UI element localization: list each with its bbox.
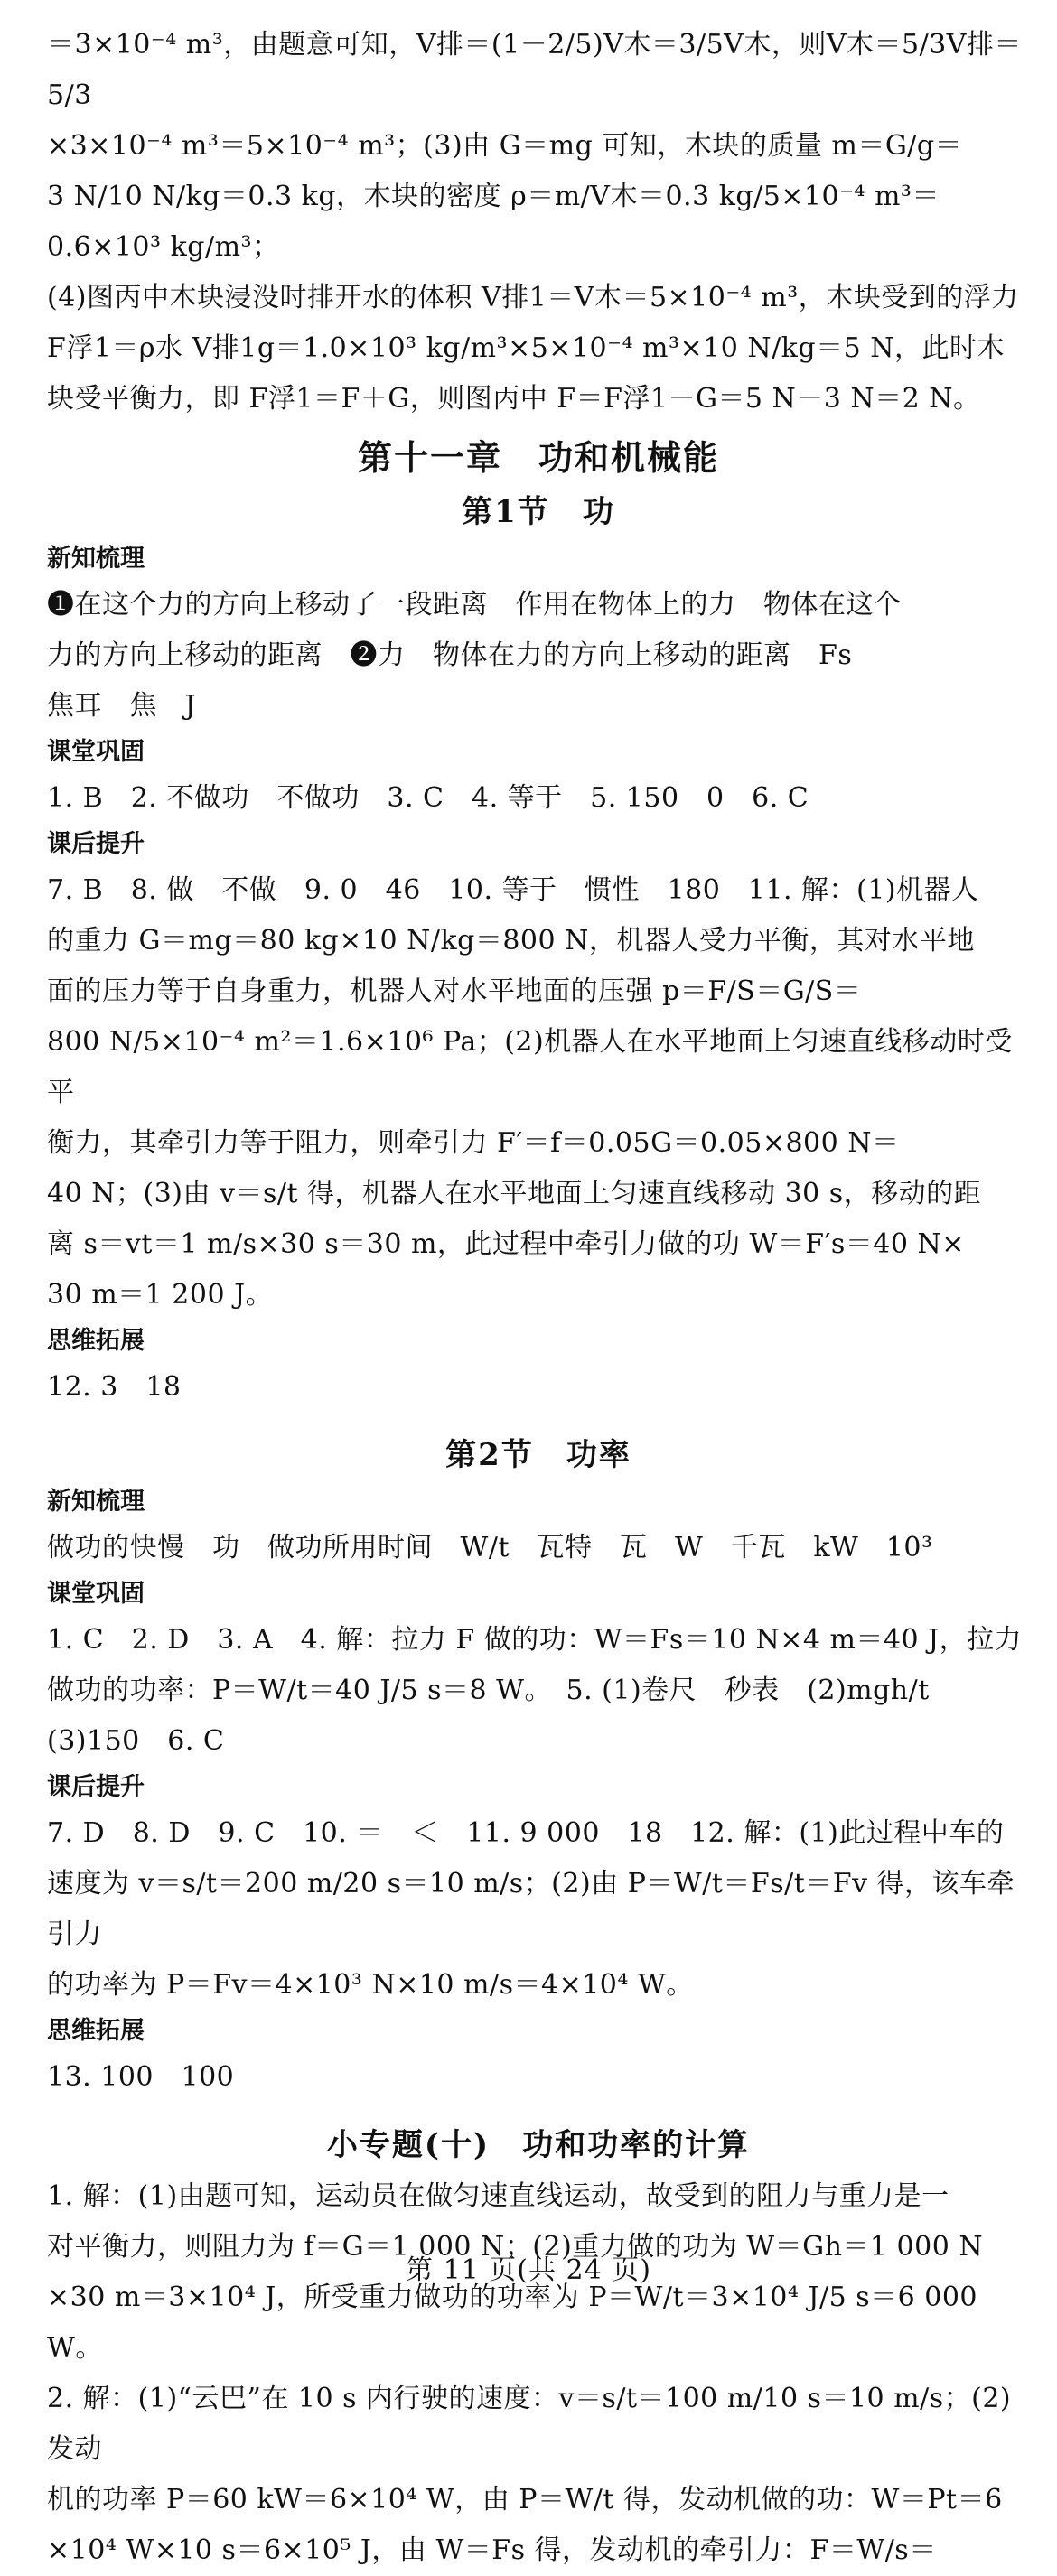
text-line: 40 N；(3)由 v＝s/t 得，机器人在水平地面上匀速直线移动 30 s，移动的距: [47, 1178, 982, 1209]
mini-topic-10: [47, 2119, 1030, 2576]
text-line: ❶在这个力的方向上移动了一段距离 作用在物体上的力 物体在这个: [47, 589, 902, 621]
page-footer: 第 11 页(共 24 页): [406, 2254, 651, 2286]
text-line: 1. C 2. D 3. A 4. 解：拉力 F 做的功：W＝Fs＝10 N×4 m＝40 J，拉力: [47, 1624, 1023, 1656]
text-line: 3 N/10 N/kg＝0.3 kg，木块的密度 ρ＝m/V木＝0.3 kg/5×10⁻⁴ m³＝0.6×10³ kg/m³；: [47, 181, 940, 263]
subsection-heading: 新知梳理: [47, 1488, 145, 1516]
text-line: 的重力 G＝mg＝80 kg×10 N/kg＝800 N，机器人受力平衡，其对水平地: [47, 925, 975, 957]
text-line: 12. 3 18: [47, 1371, 182, 1403]
topic-title: 小专题(十) 功和功率的计算: [326, 2127, 751, 2163]
text-line: F浮1＝ρ水 V排1g＝1.0×10³ kg/m³×5×10⁻⁴ m³×10 N/kg＝5 N，此时木: [47, 332, 1005, 364]
subsection-heading: 思维拓展: [47, 2017, 145, 2045]
section-title: 第1节 功: [462, 494, 615, 530]
chapter-title: 第十一章 功和机械能: [357, 437, 719, 478]
text-line: 对平衡力，则阻力为 f＝G＝1 000 N；(2)重力做的功为 W＝Gh＝1 000 N: [47, 2231, 984, 2263]
text-line: 面的压力等于自身重力，机器人对水平地面的压强 p＝F/S＝G/S＝: [47, 975, 862, 1007]
text-line: ＝3×10⁻⁴ m³，由题意可知，V排＝(1－2/5)V木＝3/5V木，则V木＝5/3V排＝5/3: [47, 29, 1022, 111]
subsection-heading: 思维拓展: [47, 1327, 145, 1355]
section-2: [47, 1429, 1030, 2103]
text-line: 做功的快慢 功 做功所用时间 W/t 瓦特 瓦 W 千瓦 kW 10³: [47, 1532, 933, 1563]
text-line: 做功的功率：P＝W/t＝40 J/5 s＝8 W。 5. (1)卷尺 秒表 (2)mgh/t: [47, 1675, 930, 1706]
text-line: 力的方向上移动的距离 ❷力 物体在力的方向上移动的距离 Fs: [47, 639, 853, 671]
text-line: ×30 m＝3×10⁴ J，所受重力做功的功率为 P＝W/t＝3×10⁴ J/5 s＝6 000 W。: [47, 2282, 977, 2364]
text-line: 1. B 2. 不做功 不做功 3. C 4. 等于 5. 150 0 6. C: [47, 782, 809, 814]
section-1: [47, 486, 1030, 1413]
text-line: 1. 解：(1)由题可知，运动员在做匀速直线运动，故受到的阻力与重力是一: [47, 2180, 949, 2212]
subsection-heading: 课后提升: [47, 830, 145, 858]
text-line: 焦耳 焦 J: [47, 690, 197, 722]
subsection-heading: 课后提升: [47, 1773, 145, 1801]
text-line: 衡力，其牵引力等于阻力，则牵引力 F′＝f＝0.05G＝0.05×800 N＝: [47, 1127, 900, 1159]
text-line: 块受平衡力，即 F浮1＝F＋G，则图丙中 F＝F浮1－G＝5 N－3 N＝2 N。: [47, 383, 981, 415]
text-line: 机的功率 P＝60 kW＝6×10⁴ W，由 P＝W/t 得，发动机做的功：W＝Pt＝6: [47, 2484, 1003, 2515]
text-line: 7. D 8. D 9. C 10. ＝ ＜ 11. 9 000 18 12. 解：(1)此过程中车的: [47, 1817, 1005, 1849]
continued-solution: [47, 20, 1030, 425]
text-line: 30 m＝1 200 J。: [47, 1279, 274, 1311]
section-title: 第2节 功率: [445, 1437, 631, 1473]
text-line: 速度为 v＝s/t＝200 m/20 s＝10 m/s；(2)由 P＝W/t＝Fs/t＝Fv 得，该车牵引力: [47, 1868, 1015, 1950]
text-line: ×3×10⁻⁴ m³＝5×10⁻⁴ m³；(3)由 G＝mg 可知，木块的质量 m＝G/g＝: [47, 130, 963, 162]
text-line: (4)图丙中木块浸没时排开水的体积 V排1＝V木＝5×10⁻⁴ m³，木块受到的浮力: [47, 282, 1019, 313]
text-line: 13. 100 100: [47, 2061, 235, 2093]
text-line: 2. 解：(1)“云巴”在 10 s 内行驶的速度：v＝s/t＝100 m/10 s＝10 m/s；(2)发动: [47, 2383, 1012, 2465]
text-line: (3)150 6. C: [47, 1725, 225, 1757]
text-line: 800 N/5×10⁻⁴ m²＝1.6×10⁶ Pa；(2)机器人在水平地面上匀速直线移动时受平: [47, 1026, 1013, 1108]
text-line: 的功率为 P＝Fv＝4×10³ N×10 m/s＝4×10⁴ W。: [47, 1969, 694, 2001]
text-line: 离 s＝vt＝1 m/s×30 s＝30 m，此过程中牵引力做的功 W＝F′s＝40 N×: [47, 1228, 965, 1260]
subsection-heading: 新知梳理: [47, 545, 145, 573]
subsection-heading: 课堂巩固: [47, 738, 145, 766]
subsection-heading: 课堂巩固: [47, 1580, 145, 1608]
text-line: ×10⁴ W×10 s＝6×10⁵ J，由 W＝Fs 得，发动机的牵引力：F＝W/s＝: [47, 2534, 937, 2566]
text-line: 7. B 8. 做 不做 9. 0 46 10. 等于 惯性 180 11. 解：(1)机器人: [47, 874, 979, 906]
